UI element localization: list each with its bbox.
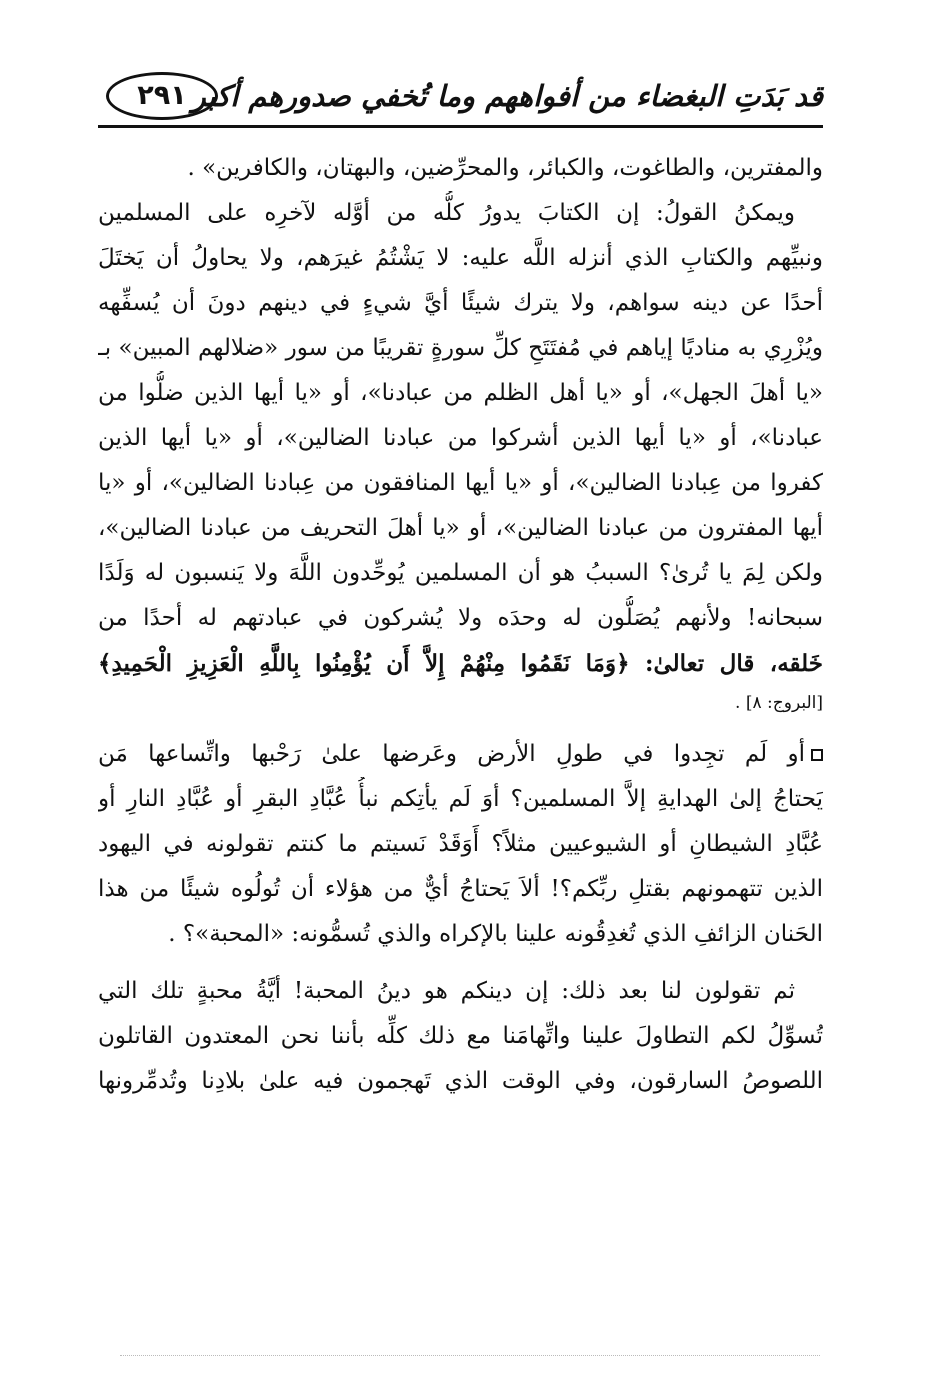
text-line: أيها المفترون من عبادنا الضالين»، أو «يا أهلَ التحريف من عبادنا الضالين»، — [98, 515, 823, 541]
running-title: قد بَدَتِ البغضاء من أفواههم وما تُخفي صدورهم أكبر — [191, 79, 823, 113]
text-line: تُسوِّلُ لكم التطاولَ علينا واتِّهامَنا مع ذلك كلِّه بأننا نحن المعتدون القاتلون — [98, 1023, 823, 1049]
page-header — [98, 70, 823, 128]
header-rule — [98, 125, 823, 128]
text-line: ولكن لِمَ يا تُرىٰ؟ السببُ هو أن المسلمين يُوحِّدون اللَّهَ ولا يَنسبون له وَلَدًا — [98, 560, 823, 586]
text-line: أحدًا عن دينه سواهم، ولا يترك شيئًا أيَّ شيءٍ في دينهم دونَ أن يُسفِّهه — [98, 290, 823, 316]
text-line: كفروا من عِبادنا الضالين»، أو «يا أيها المنافقون من عِبادنا الضالين»، أو «يا — [98, 470, 823, 496]
text-line-with-marker — [98, 732, 823, 777]
paragraph-gap — [98, 720, 823, 732]
text-line: سبحانه! ولأنهم يُصَلُّون له وحدَه ولا يُشركون في عبادتهم له أحدًا من — [98, 605, 823, 631]
paragraph-gap — [98, 957, 823, 969]
text-line: ونبيِّهم والكتابِ الذي أنزله اللَّه عليه: لا يَشْتُمُ غيرَهم، ولا يحاولُ أن يَختَلَ — [98, 245, 823, 271]
text-line: عُبَّادِ الشيطانِ أو الشيوعيين مثلاً؟ أَوَقَدْ نَسيتم ما كنتم تقولونه في اليهود — [98, 831, 823, 857]
page-number: ٢٩١ — [137, 80, 187, 111]
text-line: يَحتاجُ إلىٰ الهدايةِ إلاَّ المسلمين؟ أوَ لَم يأتِكم نبأُ عُبَّادِ البقرِ أو عُبَّادِ النارِ أو — [98, 786, 823, 812]
paragraph-square-icon — [805, 732, 823, 777]
verse-citation: [البروج: ٨] . — [735, 693, 823, 713]
text-line: ويُزْرِي به مناديًا إياهم في مُفتَتَحِ كلِّ سورةٍ تقريبًا من سور «ضلالهم المبين» بـ — [98, 335, 823, 361]
scan-noise — [120, 1355, 820, 1358]
quran-verse-line: خَلقه، قال تعالىٰ: ﴿وَمَا نَقَمُوا مِنْهُمْ إِلاَّ أَن يُؤْمِنُوا بِاللَّهِ الْعَزِيزِ الْحَمِيدِ﴾ — [98, 650, 823, 677]
page-number-oval — [106, 72, 218, 120]
text-line: عبادنا»، أو «يا أيها الذين أشركوا من عبادنا الضالين»، أو «يا أيها الذين — [98, 425, 823, 451]
text-line: «يا أهلَ الجهل»، أو «يا أهل الظلم من عبادنا»، أو «يا أيها الذين ضلُّوا من — [98, 380, 823, 406]
text-line: والمفترين، والطاغوت، والكبائر، والمحرِّضين، والبهتان، والكافرين» . — [187, 155, 823, 181]
text-line: الحَنان الزائفِ الذي تُغدِقُونه علينا بالإكراه والذي تُسمُّونه: «المحبة»؟ . — [168, 921, 823, 947]
text-line: ثم تقولون لنا بعد ذلك: إن دينكم هو دينُ المحبة! أيَّةُ محبةٍ تلك التي — [98, 978, 795, 1004]
text-line: ويمكنُ القولُ: إن الكتابَ يدورُ كلُّه من أوَّله لآخرِه على المسلمين — [98, 200, 795, 226]
text-line: الذين تتهمونهم بقتلِ ربِّكم؟! ألاَ يَحتاجُ أيٌّ من هؤلاء أن تُولُوه شيئًا من هذا — [98, 876, 823, 902]
body-text — [98, 146, 823, 1104]
text-line: اللصوصُ السارقون، وفي الوقت الذي تَهجمون فيه علىٰ بلادِنا وتُدمِّرونها — [98, 1068, 823, 1094]
text-line: أو لَم تجِدوا في طولِ الأرض وعَرضها علىٰ رَحْبها واتِّساعها مَن — [98, 741, 805, 767]
